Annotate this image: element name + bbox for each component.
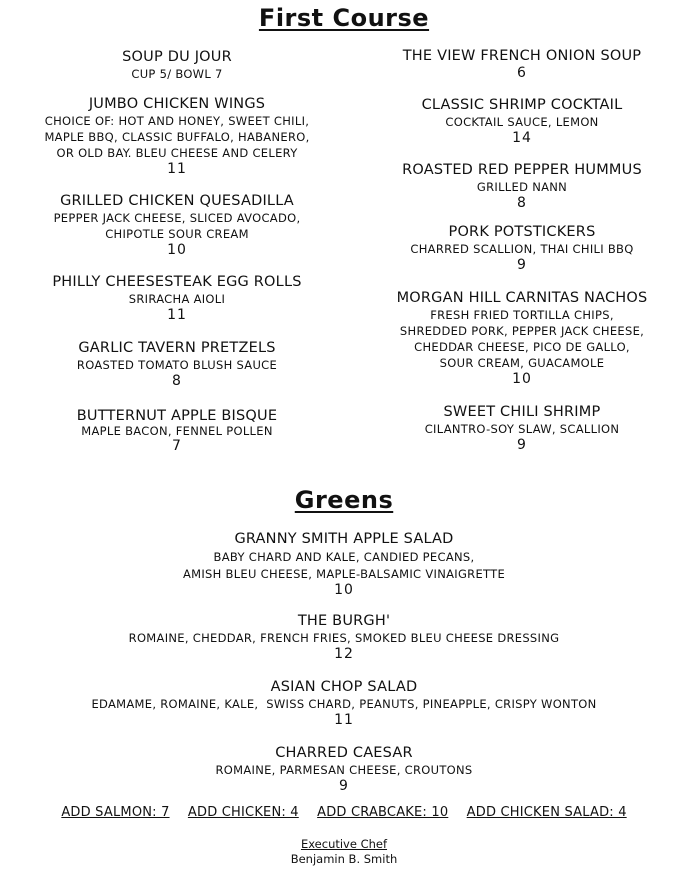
item-price: 14 — [512, 130, 532, 146]
item-name: BUTTERNUT APPLE BISQUE — [76, 408, 278, 424]
menu-item — [0, 531, 688, 598]
item-description: SHREDDED PORK, PEPPER JACK CHEESE, — [399, 324, 645, 338]
item-price: 8 — [172, 373, 182, 389]
item-price: 11 — [167, 161, 187, 177]
item-name: GARLIC TAVERN PRETZELS — [78, 340, 276, 356]
item-description: ROASTED TOMATO BLUSH SAUCE — [76, 358, 278, 372]
menu-item — [0, 613, 688, 662]
item-name: THE BURGH' — [297, 613, 391, 629]
item-name: CHARRED CAESAR — [275, 745, 413, 761]
item-name: MORGAN HILL CARNITAS NACHOS — [396, 290, 648, 306]
item-description: PEPPER JACK CHEESE, SLICED AVOCADO, — [53, 211, 301, 225]
item-description: EDAMAME, ROMAINE, KALE, SWISS CHARD, PEANUTS, PINEAPPLE, CRISPY WONTON — [91, 697, 597, 711]
item-price: 11 — [334, 712, 354, 728]
item-description: MAPLE BACON, FENNEL POLLEN — [81, 424, 273, 438]
item-name: JUMBO CHICKEN WINGS — [88, 96, 266, 112]
item-name: PORK POTSTICKERS — [448, 224, 596, 240]
item-price: 7 — [172, 438, 182, 454]
add-on-chicken: ADD CHICKEN: 4 — [187, 805, 299, 820]
greens-heading: Greens — [294, 486, 394, 514]
item-description: SOUR CREAM, GUACAMOLE — [439, 356, 605, 370]
item-description: OR OLD BAY. BLEU CHEESE AND CELERY — [56, 146, 298, 160]
item-description: COCKTAIL SAUCE, LEMON — [445, 115, 599, 129]
item-description: CHIPOTLE SOUR CREAM — [105, 227, 249, 241]
chef-name: Benjamin B. Smith — [290, 852, 398, 866]
item-description: CHARRED SCALLION, THAI CHILI BBQ — [410, 242, 634, 256]
add-on-chicken-salad: ADD CHICKEN SALAD: 4 — [466, 805, 627, 820]
item-name: CLASSIC SHRIMP COCKTAIL — [421, 97, 623, 113]
item-description: MAPLE BBQ, CLASSIC BUFFALO, HABANERO, — [44, 130, 310, 144]
item-name: PHILLY CHEESESTEAK EGG ROLLS — [52, 274, 302, 290]
item-name: GRILLED CHICKEN QUESADILLA — [60, 193, 294, 209]
add-on-salmon: ADD SALMON: 7 — [61, 805, 170, 820]
item-price: 8 — [517, 195, 527, 211]
item-price: 10 — [334, 582, 354, 598]
item-description: CHOICE OF: HOT AND HONEY, SWEET CHILI, — [44, 114, 310, 128]
item-description: CUP 5/ BOWL 7 — [131, 67, 223, 81]
item-description: CHEDDAR CHEESE, PICO DE GALLO, — [414, 340, 630, 354]
add-on-crabcake: ADD CRABCAKE: 10 — [317, 805, 449, 820]
item-price: 10 — [167, 242, 187, 258]
item-name: THE VIEW FRENCH ONION SOUP — [402, 48, 642, 64]
item-name: GRANNY SMITH APPLE SALAD — [234, 531, 454, 547]
item-price: 12 — [334, 646, 354, 662]
item-price: 10 — [512, 371, 532, 387]
item-description: ROMAINE, PARMESAN CHEESE, CROUTONS — [215, 763, 473, 777]
item-name: SOUP DU JOUR — [122, 49, 232, 65]
item-description: AMISH BLEU CHEESE, MAPLE-BALSAMIC VINAIGRETTE — [182, 567, 506, 581]
item-description: SRIRACHA AIOLI — [128, 292, 226, 306]
first-course-heading: First Course — [258, 4, 430, 32]
item-price: 11 — [167, 307, 187, 323]
menu-item — [0, 679, 688, 728]
menu-item — [0, 745, 688, 794]
item-name: SWEET CHILI SHRIMP — [443, 404, 601, 420]
add-ons-line — [0, 805, 688, 820]
item-price: 6 — [517, 65, 527, 81]
item-description: BABY CHARD AND KALE, CANDIED PECANS, — [213, 550, 475, 564]
item-description: ROMAINE, CHEDDAR, FRENCH FRIES, SMOKED BLEU CHEESE DRESSING — [128, 631, 560, 645]
chef-title: Executive Chef — [300, 837, 388, 851]
item-name: ROASTED RED PEPPER HUMMUS — [402, 162, 642, 178]
item-description: FRESH FRIED TORTILLA CHIPS, — [430, 308, 614, 322]
item-description: CILANTRO-SOY SLAW, SCALLION — [424, 422, 620, 436]
item-price: 9 — [517, 257, 527, 273]
item-name: ASIAN CHOP SALAD — [270, 679, 418, 695]
item-description: GRILLED NANN — [476, 180, 568, 194]
item-price: 9 — [517, 437, 527, 453]
item-price: 9 — [339, 778, 349, 794]
